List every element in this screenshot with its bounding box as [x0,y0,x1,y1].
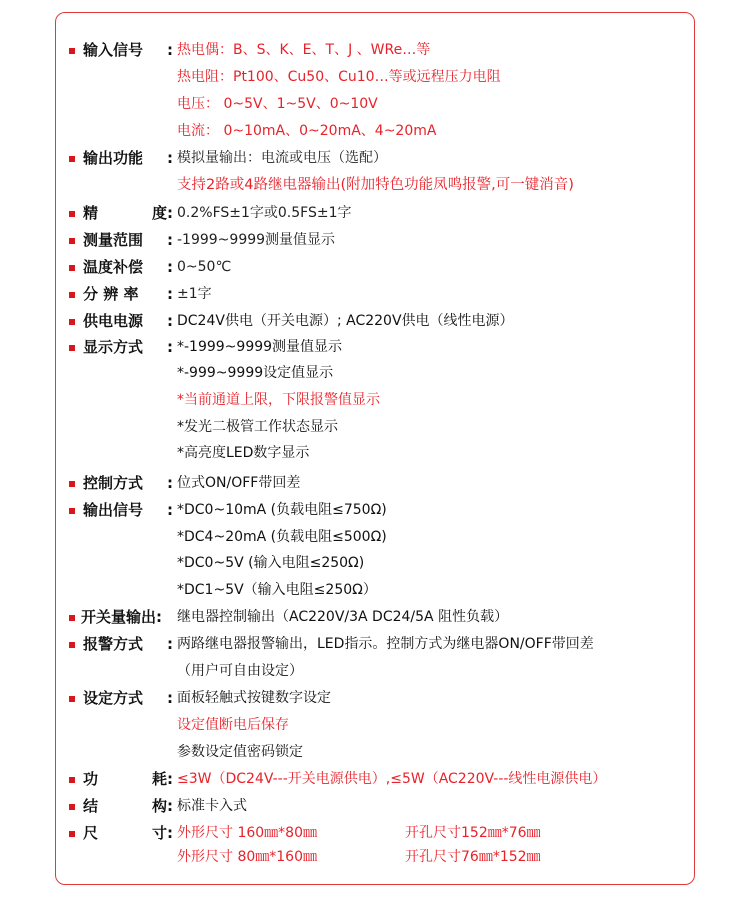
accuracy-label: 精 度: [83,204,173,222]
display-line: *发光二极管工作状态显示 [177,419,338,435]
size-label: 尺 寸: [83,824,173,842]
display-line: *高亮度LED数字显示 [177,445,310,461]
switch-output-value: 继电器控制输出（AC220V/3A DC24/5A 阻性负载） [177,609,509,625]
power-value: DC24V供电（开关电源）; AC220V供电（线性电源） [177,313,514,329]
bullet-icon [69,642,75,648]
output-function-line: 支持2路或4路继电器输出(附加特色功能凤鸣报警,可一键消音) [177,177,574,193]
accuracy-value: 0.2%FS±1字或0.5FS±1字 [177,205,352,221]
power-consumption-value: ≤3W（DC24V---开关电源供电）,≤5W（AC220V---线性电源供电） [177,771,607,787]
bullet-icon [69,292,75,298]
temp-comp-label: 温度补偿 : [83,258,173,276]
bullet-icon [69,319,75,325]
bullet-icon [69,211,75,217]
range-label: 测量范围 : [83,231,173,249]
resolution-label: 分 辨 率 : [83,285,173,303]
output-function-line: 模拟量输出：电流或电压（选配） [177,150,387,166]
bullet-icon [69,48,75,54]
bullet-icon [69,804,75,810]
bullet-icon [69,156,75,162]
input-signal-line: 热电阻：Pt100、Cu50、Cu10…等或远程压力电阻 [177,69,501,85]
cut-size-1: 开孔尺寸152㎜*76㎜ [405,825,541,841]
bullet-icon [69,345,75,351]
structure-label: 结 构: [83,797,173,815]
output-signal-label: 输出信号 : [83,501,173,519]
bullet-icon [69,696,75,702]
input-signal-line: 热电偶：B、S、K、E、T、J 、WRe…等 [177,42,431,58]
output-signal-line: *DC0~10mA (负载电阻≤750Ω) [177,502,387,518]
control-label: 控制方式 : [83,474,173,492]
control-value: 位式ON/OFF带回差 [177,475,301,491]
display-line: *-999~9999设定值显示 [177,365,334,381]
setting-label: 设定方式 : [83,689,173,707]
display-label: 显示方式 : [83,338,173,356]
switch-output-label: 开关量输出: [81,608,162,626]
input-signal-line: 电压： 0~5V、1~5V、0~10V [177,96,378,112]
bullet-icon [69,265,75,271]
outer-size-2: 外形尺寸 80㎜*160㎜ [177,849,317,865]
output-signal-line: *DC1~5V（输入电阻≤250Ω） [177,582,377,598]
temp-comp-value: 0~50℃ [177,259,232,275]
input-signal-line: 电流： 0~10mA、0~20mA、4~20mA [177,123,437,139]
bullet-icon [69,481,75,487]
bullet-icon [69,615,75,621]
input-signal-label: 输入信号 : [83,41,173,59]
range-value: -1999~9999测量值显示 [177,232,336,248]
display-line: *-1999~9999测量值显示 [177,339,343,355]
bullet-icon [69,831,75,837]
output-signal-line: *DC4~20mA (负载电阻≤500Ω) [177,529,387,545]
setting-line: 参数设定值密码锁定 [177,744,303,760]
setting-line: 设定值断电后保存 [177,717,289,733]
bullet-icon [69,508,75,514]
power-consumption-label: 功 耗: [83,770,173,788]
output-function-label: 输出功能 : [83,149,173,167]
setting-line: 面板轻触式按键数字设定 [177,690,331,706]
outer-size-1: 外形尺寸 160㎜*80㎜ [177,825,317,841]
display-line: *当前通道上限，下限报警值显示 [177,392,380,408]
alarm-line: 两路继电器报警输出，LED指示。控制方式为继电器ON/OFF带回差 [177,636,594,652]
alarm-line: （用户可自由设定） [177,663,303,679]
alarm-label: 报警方式 : [83,635,173,653]
cut-size-2: 开孔尺寸76㎜*152㎜ [405,849,541,865]
resolution-value: ±1字 [177,286,212,302]
bullet-icon [69,777,75,783]
power-label: 供电电源 : [83,312,173,330]
bullet-icon [69,238,75,244]
output-signal-line: *DC0~5V (输入电阻≤250Ω) [177,555,365,571]
structure-value: 标准卡入式 [177,798,247,814]
